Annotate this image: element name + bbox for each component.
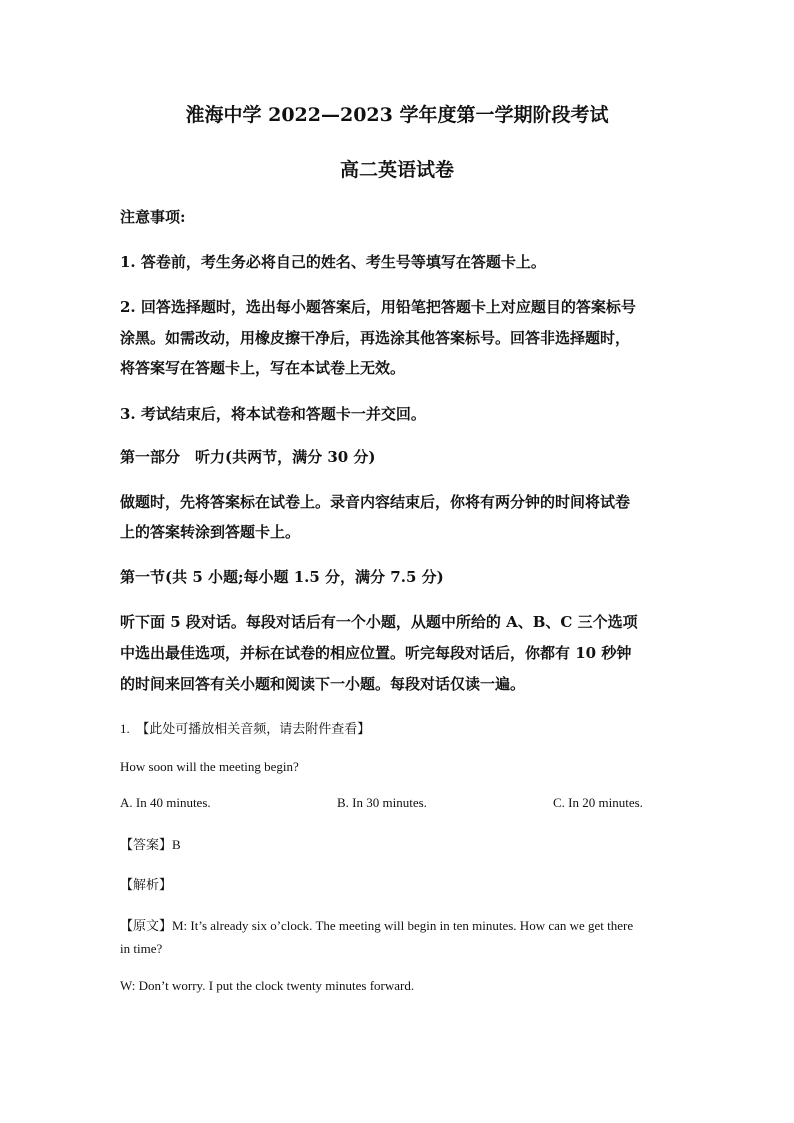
notice-item-2-line-1: 2. 回答选择题时，选出每小题答案后，用铅笔把答题卡上对应题目的答案标号 — [120, 298, 636, 316]
option-b: B. In 30 minutes. — [337, 795, 427, 810]
option-a: A. In 40 minutes. — [120, 795, 211, 810]
notice-item-2-line-2: 涂黑。如需改动，用橡皮擦干净后，再选涂其他答案标号。回答非选择题时， — [120, 329, 631, 347]
section1-line-2: 中选出最佳选项，并标在试卷的相应位置。听完每段对话后，你都有 10 秒钟 — [120, 644, 632, 662]
notice-item-1: 1. 答卷前，考生务必将自己的姓名、考生号等填写在答题卡上。 — [120, 253, 546, 271]
part1-instruction-line-1: 做题时，先将答案标在试卷上。录音内容结束后，你将有两分钟的时间将试卷 — [120, 493, 631, 511]
part1-instruction-line-2: 上的答案转涂到答题卡上。 — [120, 523, 301, 541]
transcript-line-2: in time? — [120, 941, 163, 956]
transcript-line-1: 【原文】M: It’s already six o’clock. The meeting will begin in ten minutes. How can we get there — [120, 918, 634, 933]
answer: 【答案】B — [120, 837, 181, 852]
option-c: C. In 20 minutes. — [553, 795, 643, 810]
transcript-line-3: W: Don’t worry. I put the clock twenty minutes forward. — [120, 978, 415, 993]
exam-subtitle: 高二英语试卷 — [339, 159, 454, 181]
notice-heading: 注意事项: — [120, 208, 186, 226]
part1-heading: 第一部分 听力(共两节，满分 30 分) — [120, 448, 376, 466]
question-1-text: How soon will the meeting begin? — [120, 759, 299, 774]
section1-heading: 第一节(共 5 小题;每小题 1.5 分，满分 7.5 分) — [120, 568, 444, 586]
analysis-label: 【解析】 — [120, 877, 173, 892]
notice-item-3: 3. 考试结束后，将本试卷和答题卡一并交回。 — [120, 405, 426, 423]
section1-line-1: 听下面 5 段对话。每段对话后有一个小题，从题中所给的 A、B、C 三个选项 — [120, 613, 638, 631]
section1-line-3: 的时间来回答有关小题和阅读下一小题。每段对话仅读一遍。 — [120, 675, 526, 693]
question-1-audio-note: 1. 【此处可播放相关音频，请去附件查看】 — [120, 721, 371, 736]
notice-item-2-line-3: 将答案写在答题卡上，写在本试卷上无效。 — [120, 359, 406, 377]
exam-title: 淮海中学 2022—2023 学年度第一学期阶段考试 — [185, 104, 609, 126]
